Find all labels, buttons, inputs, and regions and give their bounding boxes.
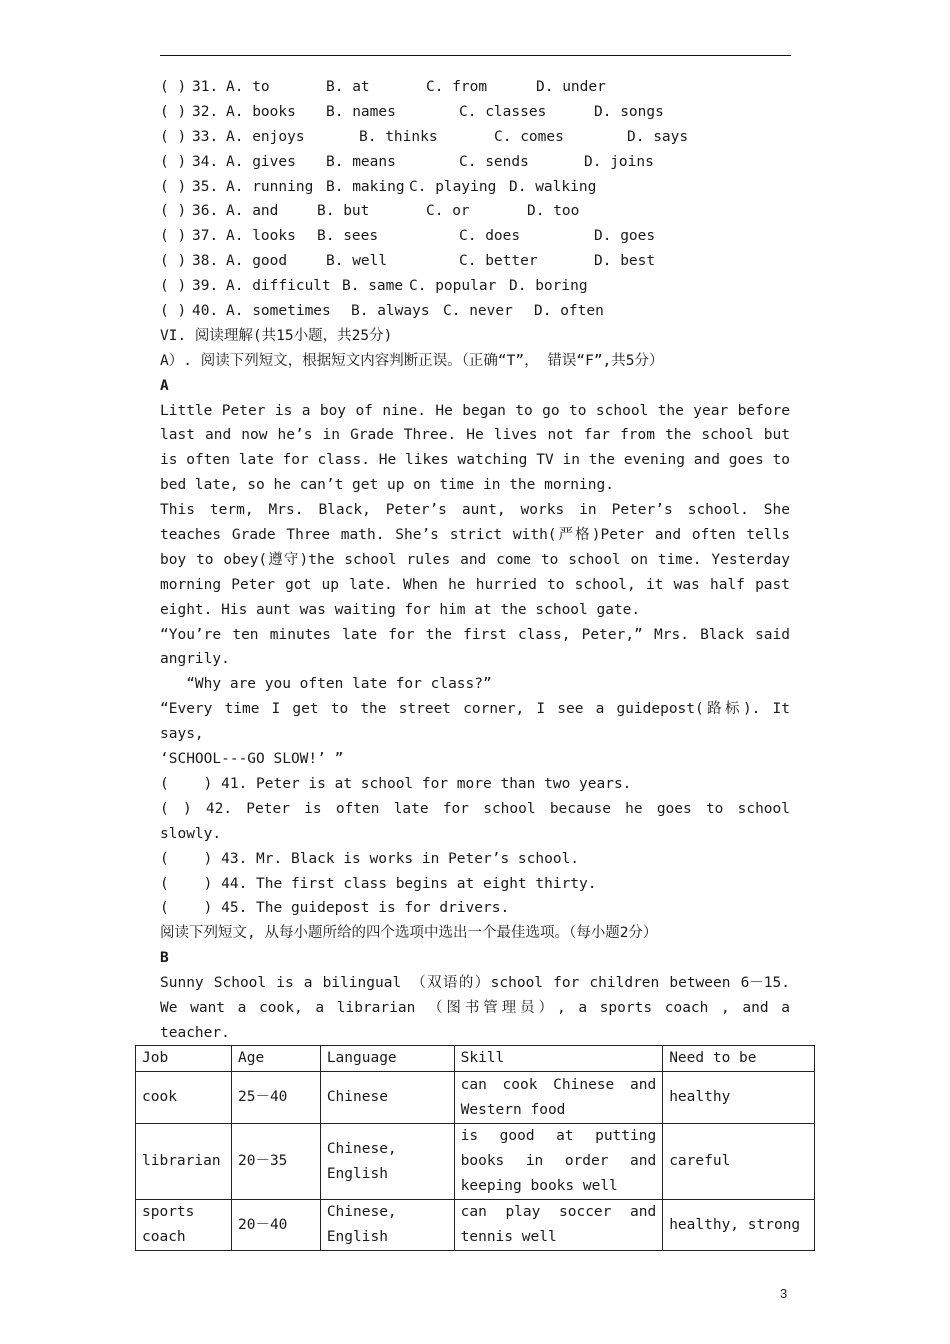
age-cell: 25－40 xyxy=(231,1072,320,1124)
exam-content xyxy=(160,75,790,1046)
option-c: C. sends xyxy=(459,153,529,170)
option-c: C. better xyxy=(459,253,538,270)
option-c: C. comes xyxy=(494,128,564,145)
header-rule xyxy=(160,55,791,56)
question-number: 39. xyxy=(192,278,219,295)
answer-blank: ( ) xyxy=(160,278,187,295)
option-a: A. looks xyxy=(226,228,296,245)
part-a-instructions: A）. 阅读下列短文，根据短文内容判断正误。（正确“T”， 错误“F”,共5分） xyxy=(160,352,664,369)
passage-a-line: This term, Mrs. Black, Peter’s aunt, works in Peter’s school. She xyxy=(160,502,790,519)
language-cell: Chinese xyxy=(320,1072,454,1124)
passage-a-line: last and now he’s in Grade Three. He lives not far from the school but xyxy=(160,427,790,444)
table-row xyxy=(136,1124,815,1200)
question-row xyxy=(160,125,790,150)
question-row xyxy=(160,249,790,274)
tf-item: ( ) 41. Peter is at school for more than two years. xyxy=(160,775,632,792)
header-cell: Language xyxy=(320,1046,454,1072)
option-a: A. running xyxy=(226,178,314,195)
language-cell: Chinese, English xyxy=(320,1124,454,1200)
option-d: D. too xyxy=(527,203,580,220)
answer-blank: ( ) xyxy=(160,128,187,145)
job-cell: cook xyxy=(136,1072,232,1124)
option-b: B. names xyxy=(326,103,396,120)
answer-blank: ( ) xyxy=(160,203,187,220)
need-cell: careful xyxy=(663,1124,815,1200)
option-c: C. classes xyxy=(459,103,547,120)
option-a: A. enjoys xyxy=(226,128,305,145)
answer-blank: ( ) xyxy=(160,178,187,195)
header-cell: Job xyxy=(136,1046,232,1072)
option-b: B. always xyxy=(351,303,430,320)
question-row xyxy=(160,299,790,324)
option-b: B. same xyxy=(342,278,404,295)
page-number: 3 xyxy=(780,1286,788,1301)
option-d: D. under xyxy=(536,79,606,95)
question-row xyxy=(160,75,790,100)
option-a: A. and xyxy=(226,203,279,220)
need-cell: healthy, strong xyxy=(663,1200,815,1251)
option-c: C. does xyxy=(459,228,521,245)
question-number: 33. xyxy=(192,128,219,145)
option-a: A. good xyxy=(226,253,288,270)
question-number: 37. xyxy=(192,228,219,245)
section-title: VI. 阅读理解(共15小题，共25分) xyxy=(160,327,393,344)
header-cell: Need to be xyxy=(663,1046,815,1072)
option-a: A. sometimes xyxy=(226,303,331,320)
passage-a-line: “Every time I get to the street corner, I see a guidepost(路标). It xyxy=(160,701,790,718)
jobs-table xyxy=(135,1045,815,1251)
answer-blank: ( ) xyxy=(160,153,187,170)
question-number: 31. xyxy=(192,79,219,95)
option-b: B. at xyxy=(326,79,370,95)
part-b-instructions: 阅读下列短文, 从每小题所给的四个选项中选出一个最佳选项。（每小题2分） xyxy=(160,925,658,942)
passage-a-line: eight. His aunt was waiting for him at the school gate. xyxy=(160,601,641,618)
passage-a-line: Little Peter is a boy of nine. He began to go to school the year before xyxy=(160,402,790,419)
passage-a-line: morning Peter got up late. When he hurried to school, it was half past xyxy=(160,576,790,593)
question-number: 32. xyxy=(192,103,219,120)
option-d: D. goes xyxy=(594,228,656,245)
table-header-row xyxy=(136,1046,815,1072)
skill-cell: is good at putting books in order and keeping books well xyxy=(454,1124,663,1200)
age-cell: 20－35 xyxy=(231,1124,320,1200)
option-a: A. gives xyxy=(226,153,296,170)
need-cell: healthy xyxy=(663,1072,815,1124)
question-number: 34. xyxy=(192,153,219,170)
option-c: C. from xyxy=(426,79,488,95)
option-a: A. to xyxy=(226,79,270,95)
option-c: C. or xyxy=(426,203,470,220)
option-d: D. says xyxy=(627,128,689,145)
question-row xyxy=(160,199,790,224)
answer-blank: ( ) xyxy=(160,253,187,270)
option-c: C. playing xyxy=(409,178,497,195)
header-cell: Age xyxy=(231,1046,320,1072)
option-d: D. walking xyxy=(509,178,597,195)
option-d: D. songs xyxy=(594,103,664,120)
skill-cell: can cook Chinese and Western food xyxy=(454,1072,663,1124)
table-row xyxy=(136,1200,815,1251)
tf-item: ( ) 42. Peter is often late for school because he goes to school xyxy=(160,800,790,817)
age-cell: 20－40 xyxy=(231,1200,320,1251)
question-row xyxy=(160,150,790,175)
question-row xyxy=(160,100,790,125)
option-c: C. never xyxy=(443,303,513,320)
option-d: D. best xyxy=(594,253,656,270)
option-b: B. but xyxy=(317,203,370,220)
table-row xyxy=(136,1072,815,1124)
answer-blank: ( ) xyxy=(160,103,187,120)
question-number: 38. xyxy=(192,253,219,270)
passage-a-line: “Why are you often late for class?” xyxy=(160,676,492,693)
true-false-items xyxy=(160,772,790,921)
option-b: B. sees xyxy=(317,228,379,245)
tf-item: ( ) 44. The first class begins at eight thirty. xyxy=(160,875,597,892)
question-number: 40. xyxy=(192,303,219,320)
answer-blank: ( ) xyxy=(160,228,187,245)
question-list xyxy=(160,75,790,324)
option-b: B. making xyxy=(326,178,405,195)
option-b: B. means xyxy=(326,153,396,170)
tf-item: ( ) 45. The guidepost is for drivers. xyxy=(160,900,510,917)
option-d: D. often xyxy=(534,303,604,320)
question-row xyxy=(160,274,790,299)
question-number: 36. xyxy=(192,203,219,220)
option-b: B. thinks xyxy=(359,128,438,145)
passage-a-line: is often late for class. He likes watching TV in the evening and goes to xyxy=(160,452,790,469)
passage-a-line: angrily. xyxy=(160,651,230,668)
option-b: B. well xyxy=(326,253,388,270)
job-cell: sports coach xyxy=(136,1200,232,1251)
passage-a xyxy=(160,399,790,772)
option-c: C. popular xyxy=(409,278,497,295)
answer-blank: ( ) xyxy=(160,79,187,95)
passage-a-line: boy to obey(遵守)the school rules and come to school on time. Yesterday xyxy=(160,551,790,568)
passage-a-label: A xyxy=(160,377,169,394)
question-row xyxy=(160,175,790,200)
answer-blank: ( ) xyxy=(160,303,187,320)
passage-a-line: ‘SCHOOL---GO SLOW!’ ” xyxy=(160,751,344,768)
tf-item: slowly. xyxy=(160,825,222,842)
skill-cell: can play soccer and tennis well xyxy=(454,1200,663,1251)
passage-a-line: bed late, so he can’t get up on time in the morning. xyxy=(160,477,614,494)
tf-item: ( ) 43. Mr. Black is works in Peter’s school. xyxy=(160,850,580,867)
header-cell: Skill xyxy=(454,1046,663,1072)
language-cell: Chinese, English xyxy=(320,1200,454,1251)
option-d: D. joins xyxy=(584,153,654,170)
job-cell: librarian xyxy=(136,1124,232,1200)
passage-a-line: teaches Grade Three math. She’s strict with(严格)Peter and often tells xyxy=(160,527,790,544)
option-a: A. difficult xyxy=(226,278,331,295)
passage-b-line: teacher. xyxy=(160,1024,230,1041)
passage-b-label: B xyxy=(160,950,169,967)
option-d: D. boring xyxy=(509,278,588,295)
option-a: A. books xyxy=(226,103,296,120)
passage-b-line: Sunny School is a bilingual （双语的）school for children between 6－15. xyxy=(160,975,790,992)
passage-a-line: “You’re ten minutes late for the first class, Peter,” Mrs. Black said xyxy=(160,626,790,643)
question-number: 35. xyxy=(192,178,219,195)
passage-b xyxy=(160,971,790,1046)
question-row xyxy=(160,224,790,249)
passage-a-line: says, xyxy=(160,726,204,743)
passage-b-line: We want a cook, a librarian （图书管理员）, a sports coach , and a xyxy=(160,999,790,1016)
